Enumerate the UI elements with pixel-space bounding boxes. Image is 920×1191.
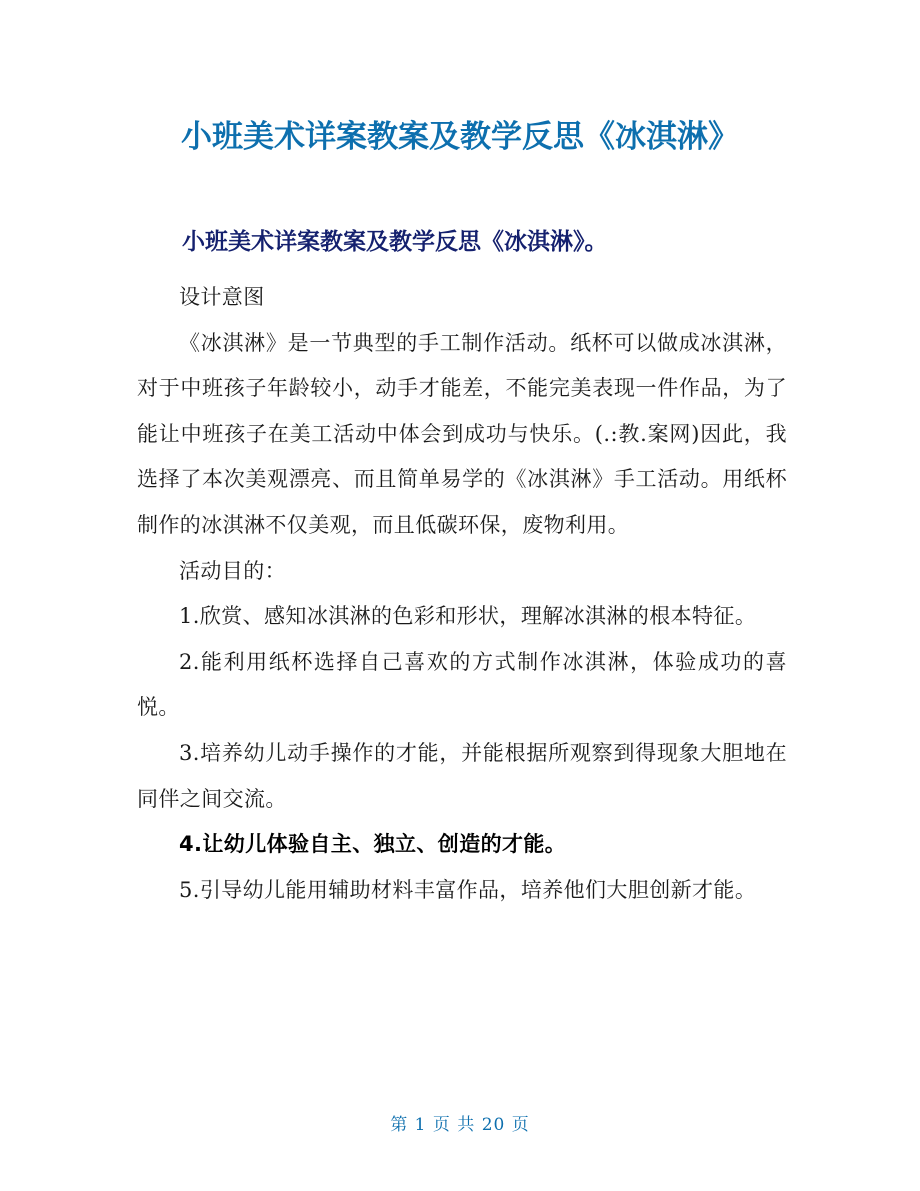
- page-footer: [0, 1113, 920, 1137]
- objective-item-5: 5.引导幼儿能用辅助材料丰富作品，培养他们大胆创新才能。: [179, 877, 757, 902]
- section-heading-design-intent: 设计意图: [179, 285, 265, 309]
- page-number-label: 第 1 页 共 20 页: [390, 1115, 530, 1135]
- objective-item-2: 2.能利用纸杯选择自己喜欢的方式制作冰淇淋，体验成功的喜悦。: [137, 649, 787, 720]
- section-heading-objectives: 活动目的：: [179, 558, 286, 583]
- objective-item-4: 4.让幼儿体验自主、独立、创造的才能。: [179, 832, 567, 857]
- objective-item-3: 3.培养幼儿动手操作的才能，并能根据所观察到得现象大胆地在同伴之间交流。: [137, 740, 787, 811]
- document-title: 小班美术详案教案及教学反思《冰淇淋》: [181, 119, 739, 155]
- paragraph-design-intent: 《冰淇淋》是一节典型的手工制作活动。纸杯可以做成冰淇淋，对于中班孩子年龄较小，动手才能差，不能完美表现一件作品，为了能让中班孩子在美工活动中体会到成功与快乐。(.:教.案网)因此，我选择了本次美观漂亮、而且简单易学的《冰淇淋》手工活动。用纸杯制作的冰淇淋不仅美观，而且低碳环保，废物利用。: [137, 330, 787, 537]
- document-body: [137, 275, 787, 913]
- document-subtitle: 小班美术详案教案及教学反思《冰淇淋》。: [182, 229, 608, 255]
- objective-item-1: 1.欣赏、感知冰淇淋的色彩和形状，理解冰淇淋的根本特征。: [179, 604, 757, 629]
